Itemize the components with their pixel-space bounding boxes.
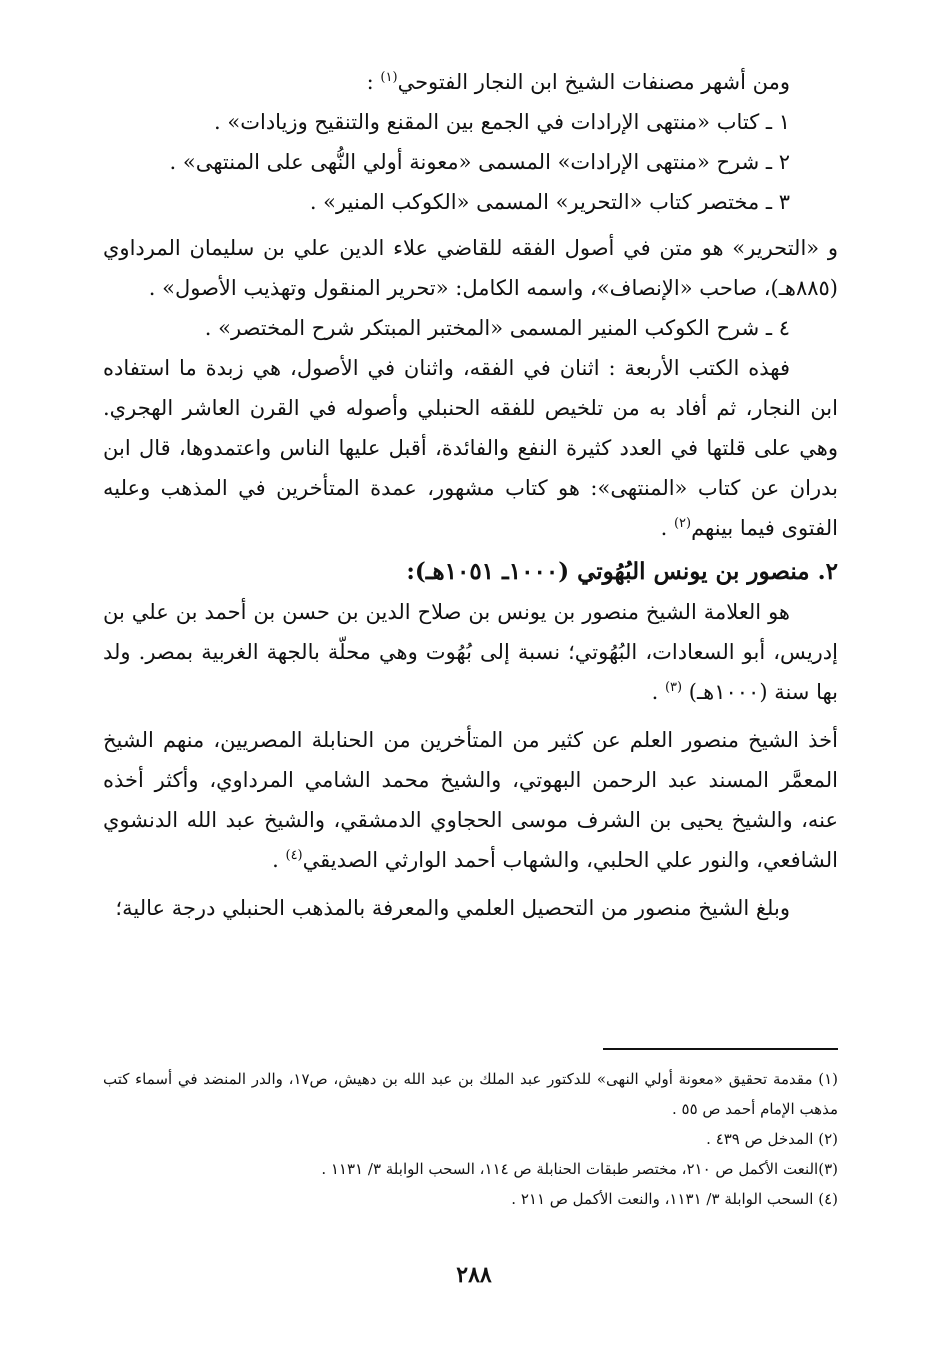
page-number: ٢٨٨ xyxy=(456,1262,492,1288)
list-item-1: ١ ـ كتاب «منتهى الإرادات في الجمع بين المقنع والتنقيح وزيادات» . xyxy=(214,110,790,134)
footnote-ref-3: (٣) xyxy=(664,680,683,695)
footnote-1: (١) مقدمة تحقيق «معونة أولي النهى» للدكتور عبد الملك بن عبد الله بن دهيش، ص١٧، والدر المنضد في أسماء كتب مذهب الإمام أحمد ص ٥٥ . xyxy=(103,1070,839,1118)
summary-text: فهذه الكتب الأربعة : اثنان في الفقه، واثنان في الأصول، هي زبدة ما استفاده ابن النجار، ثم أفاد به من تلخيص للفقه الحنبلي وأصوله في القرن العاشر الهجري. وهي على قلتها في العدد كثيرة النفع والفائدة، أقبل عليها الناس واعتمدوها، قال ابن بدران عن كتاب «المنتهى»: هو كتاب مشهور، عمدة المتأخرين في المذهب وعليه الفتوى فيما بينهم xyxy=(103,356,838,540)
intro-end: : xyxy=(366,70,381,94)
last-line: وبلغ الشيخ منصور من التحصيل العلمي والمعرفة بالمذهب الحنبلي درجة عالية؛ xyxy=(115,896,790,920)
section-heading: ٢. منصور بن يونس البُهُوتي (١٠٠٠ـ ١٠٥١هـ): xyxy=(406,558,838,585)
summary-end: . xyxy=(660,516,674,540)
bio-text: هو العلامة الشيخ منصور بن يونس بن صلاح الدين بن حسن بن أحمد بن علي بن إدريس، أبو السعادات، البُهُوتي؛ نسبة إلى بُهُوت وهي محلّة بالجهة الغربية بمصر. ولد بها سنة (١٠٠٠هـ) xyxy=(103,600,838,704)
bio-end: . xyxy=(651,680,665,704)
tahrir-paragraph: و «التحرير» هو متن في أصول الفقه للقاضي علاء الدين علي بن سليمان المرداوي (٨٨٥هـ)، صاحب «الإنصاف»، واسمه الكامل: «تحرير المنقول وتهذيب الأصول» . xyxy=(103,236,838,300)
teachers-text: أخذ الشيخ منصور العلم عن كثير من المتأخرين من الحنابلة المصريين، منهم الشيخ المعمَّر المسند عبد الرحمن البهوتي، والشيخ محمد الشامي المرداوي، وأكثر أخذه عنه، والشيخ يحيى بن الشرف موسى الحجاوي الدمشقي، والشيخ عبد الله الدنشوي الشافعي، والنور علي الحلبي، والشهاب أحمد الوارثي الصديقي xyxy=(103,728,838,872)
list-item-3: ٣ ـ مختصر كتاب «التحرير» المسمى «الكوكب المنير» . xyxy=(309,190,790,214)
main-text xyxy=(103,62,838,928)
footnotes-section xyxy=(103,1048,838,1214)
footnote-ref-4: (٤) xyxy=(285,848,303,863)
footnote-ref-2: (٢) xyxy=(673,516,692,531)
teachers-end: . xyxy=(272,848,286,872)
summary-paragraph xyxy=(103,348,838,548)
intro-text: ومن أشهر مصنفات الشيخ ابن النجار الفتوحي xyxy=(397,70,790,94)
bio-paragraph xyxy=(103,592,838,712)
intro-line xyxy=(103,62,838,102)
footnote-ref-1: (١) xyxy=(380,70,398,85)
list-item-4: ٤ ـ شرح الكوكب المنير المسمى «المختبر المبتكر شرح المختصر» . xyxy=(204,316,790,340)
list-item-2: ٢ ـ شرح «منتهى الإرادات» المسمى «معونة أولي النُّهى على المنتهى» . xyxy=(169,150,790,174)
footnote-4: (٤) السحب الوابلة ٣/ ١١٣١، والنعت الأكمل ص ٢١١ . xyxy=(511,1190,838,1208)
teachers-paragraph xyxy=(103,720,838,880)
footnote-2: (٢) المدخل ص ٤٣٩ . xyxy=(706,1130,838,1148)
footnote-divider xyxy=(603,1048,838,1050)
footnote-3: (٣)النعت الأكمل ص ٢١٠، مختصر طبقات الحنابلة ص ١١٤، السحب الوابلة ٣/ ١١٣١ . xyxy=(321,1160,838,1178)
